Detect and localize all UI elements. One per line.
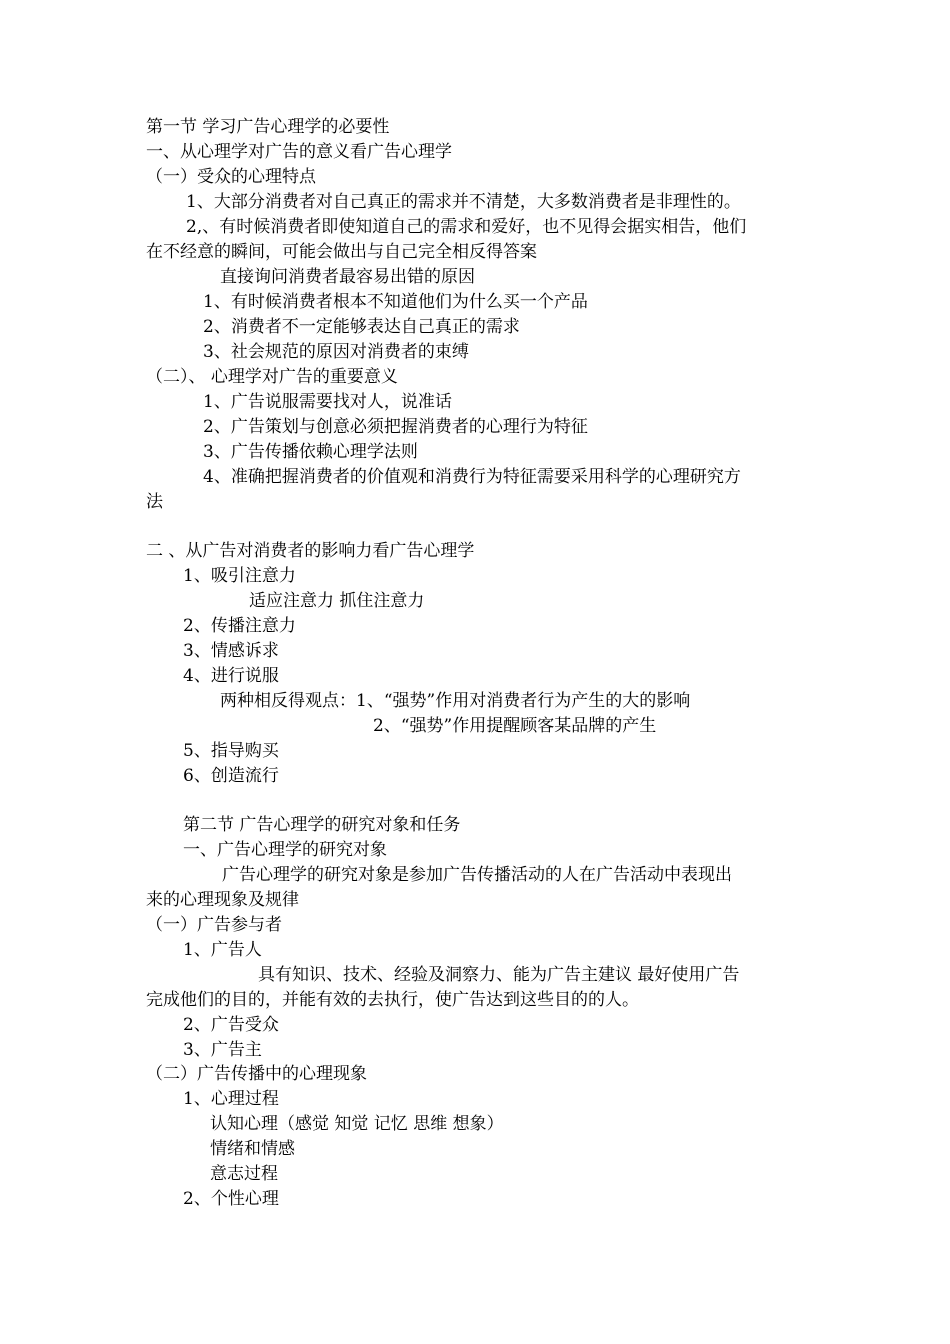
list-item: 2、传播注意力	[183, 616, 296, 636]
paragraph-continuation: 在不经意的瞬间，可能会做出与自己完全相反得答案	[146, 242, 537, 262]
list-item: 3、广告传播依赖心理学法则	[203, 442, 418, 462]
list-item: 1、心理过程	[183, 1089, 279, 1109]
sub-item: 意志过程	[210, 1164, 278, 1184]
list-item: 6、创造流行	[183, 766, 279, 786]
section-2-title: 第二节 广告心理学的研究对象和任务	[183, 815, 461, 835]
list-item: 1、吸引注意力	[183, 566, 296, 586]
list-item: 2、个性心理	[183, 1189, 279, 1209]
reason-title: 直接询问消费者最容易出错的原因	[220, 267, 475, 287]
heading-2: 二 、从广告对消费者的影响力看广告心理学	[146, 541, 475, 561]
list-item: 2、消费者不一定能够表达自己真正的需求	[203, 317, 520, 337]
paragraph: 具有知识、技术、经验及洞察力、能为广告主建议 最好使用广告	[258, 965, 740, 985]
heading-1: 一、从心理学对广告的意义看广告心理学	[146, 142, 452, 162]
list-item: 2、广告策划与创意必须把握消费者的心理行为特征	[203, 417, 588, 437]
list-item: 4、准确把握消费者的价值观和消费行为特征需要采用科学的心理研究方	[203, 467, 741, 487]
paragraph: 广告心理学的研究对象是参加广告传播活动的人在广告活动中表现出	[222, 865, 732, 885]
subheading-phenomena: （二）广告传播中的心理现象	[146, 1064, 367, 1084]
list-item: 5、指导购买	[183, 741, 279, 761]
subheading-participants: （一）广告参与者	[146, 915, 282, 935]
paragraph: 2,、有时候消费者即使知道自己的需求和爱好，也不见得会据实相告，他们	[186, 217, 747, 237]
heading-1: 一、广告心理学的研究对象	[183, 840, 387, 860]
subheading-importance: （二）、 心理学对广告的重要意义	[146, 367, 398, 387]
list-item-continuation: 法	[146, 492, 163, 512]
views-line: 2、“强势”作用提醒顾客某品牌的产生	[373, 716, 657, 736]
sub-item: 适应注意力 抓住注意力	[249, 591, 425, 611]
paragraph-continuation: 来的心理现象及规律	[146, 890, 299, 910]
paragraph-continuation: 完成他们的目的，并能有效的去执行，使广告达到这些目的的人。	[146, 990, 639, 1010]
views-line: 两种相反得观点：1、“强势”作用对消费者行为产生的大的影响	[220, 691, 691, 711]
list-item: 2、广告受众	[183, 1015, 279, 1035]
section-1-title: 第一节 学习广告心理学的必要性	[146, 117, 390, 137]
list-item: 4、进行说服	[183, 666, 279, 686]
subheading-audience: （一）受众的心理特点	[146, 167, 316, 187]
list-item: 1、广告说服需要找对人，说准话	[203, 392, 452, 412]
list-item: 1、广告人	[183, 940, 262, 960]
list-item: 1、有时候消费者根本不知道他们为什么买一个产品	[203, 292, 588, 312]
sub-item: 认知心理（感觉 知觉 记忆 思维 想象）	[210, 1114, 504, 1134]
paragraph: 1、大部分消费者对自己真正的需求并不清楚，大多数消费者是非理性的。	[186, 192, 741, 212]
sub-item: 情绪和情感	[210, 1139, 295, 1159]
list-item: 3、情感诉求	[183, 641, 279, 661]
list-item: 3、广告主	[183, 1040, 262, 1060]
list-item: 3、社会规范的原因对消费者的束缚	[203, 342, 469, 362]
